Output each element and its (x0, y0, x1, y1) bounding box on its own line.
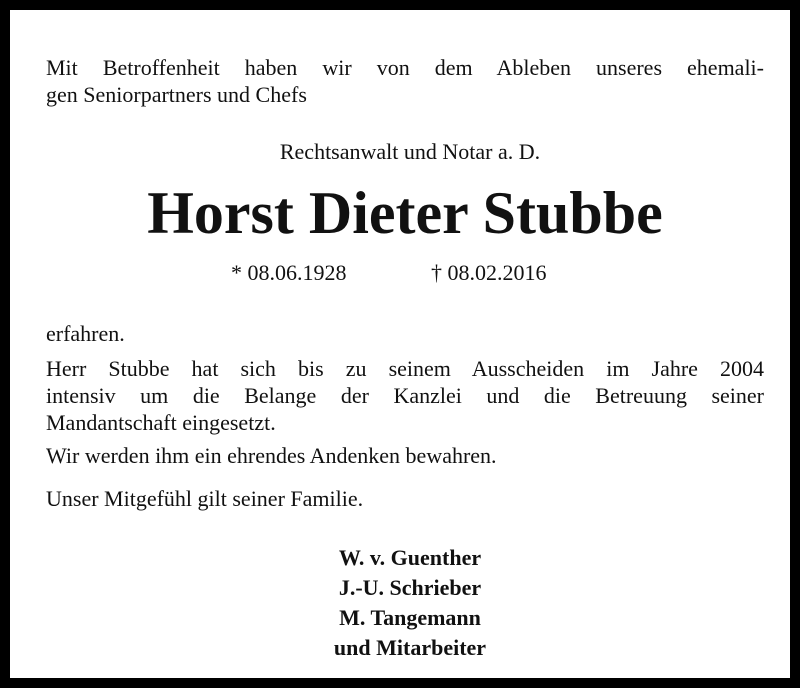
intro-text-line-1: Mit Betroffenheit haben wir von dem Ableben unseres ehemali- (46, 55, 764, 80)
professional-title: Rechtsanwalt und Notar a. D. (279, 139, 541, 164)
intro-text-line-2: gen Seniorpartners und Chefs (46, 82, 307, 107)
paragraph-1-line-1: Herr Stubbe hat sich bis zu seinem Ausscheiden im Jahre 2004 (46, 356, 764, 381)
signature-name: J.-U. Schrieber (338, 575, 482, 600)
signature-staff: und Mitarbeiter (333, 635, 487, 660)
deceased-name: Horst Dieter Stubbe (147, 180, 663, 246)
paragraph-1-line-2: intensiv um die Belange der Kanzlei und die Betreuung seiner (46, 383, 764, 408)
birth-date: * 08.06.1928 (231, 260, 347, 285)
signature-name: M. Tangemann (339, 605, 481, 630)
death-date: † 08.02.2016 (431, 260, 547, 285)
paragraph-2: Wir werden ihm ein ehrendes Andenken bewahren. (46, 443, 497, 468)
paragraph-3: Unser Mitgefühl gilt seiner Familie. (46, 486, 364, 511)
erfahren-text: erfahren. (46, 321, 125, 346)
paragraph-1-line-3: Mandantschaft eingesetzt. (46, 410, 276, 435)
signature-name: W. v. Guenther (338, 545, 482, 570)
